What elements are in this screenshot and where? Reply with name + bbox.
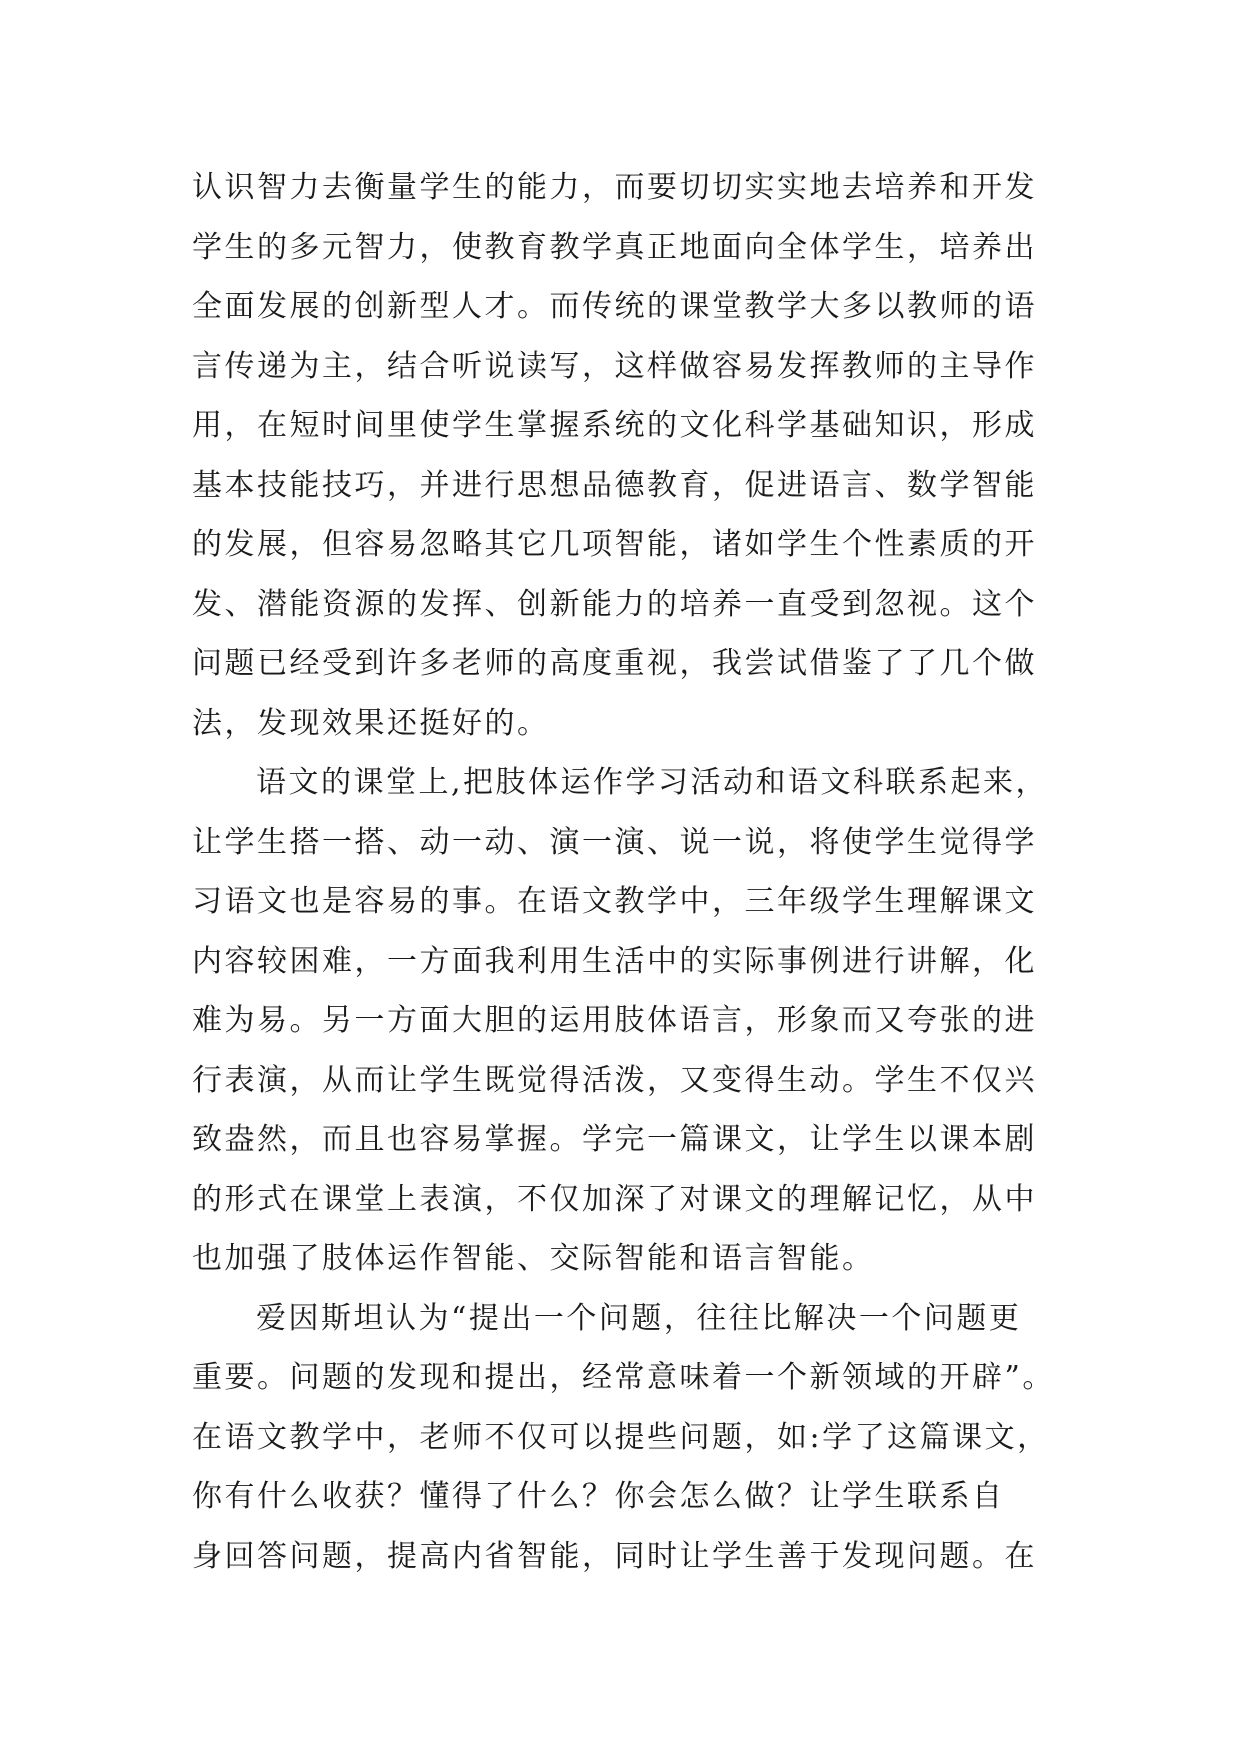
paragraph-3 [192, 1289, 1072, 1587]
text-line: 问题已经受到许多老师的高度重视，我尝试借鉴了了几个做 [192, 646, 1037, 681]
text-line: 基本技能技巧，并进行思想品德教育，促进语言、数学智能 [192, 467, 1037, 503]
text-line: 言传递为主，结合听说读写，这样做容易发挥教师的主导作 [192, 348, 1037, 384]
text-line: 行表演，从而让学生既觉得活泼，又变得生动。学生不仅兴 [192, 1062, 1037, 1098]
text-line: 的形式在课堂上表演，不仅加深了对课文的理解记忆，从中 [192, 1181, 1037, 1217]
text-line: 认识智力去衡量学生的能力，而要切切实实地去培养和开发 [192, 170, 1037, 205]
text-line: 难为易。另一方面大胆的运用肢体语言，形象而又夸张的进 [192, 1003, 1037, 1038]
body-text [192, 158, 1072, 1586]
text-line: 习语文也是容易的事。在语文教学中，三年级学生理解课文 [192, 884, 1037, 919]
text-line-indented: 语文的课堂上,把肢体运作学习活动和语文科联系起来， [256, 765, 1049, 800]
text-line: 学生的多元智力，使教育教学真正地面向全体学生，培养出 [192, 229, 1037, 265]
text-line: 身回答问题，提高内省智能，同时让学生善于发现问题。在 [192, 1538, 1037, 1574]
text-line: 重要。问题的发现和提出，经常意味着一个新领域的开辟”。 [192, 1360, 1055, 1395]
text-line: 让学生搭一搭、动一动、演一演、说一说，将使学生觉得学 [192, 824, 1037, 860]
text-line: 你有什么收获？懂得了什么？你会怎么做？让学生联系自 [192, 1479, 1005, 1514]
text-line: 致盎然，而且也容易掌握。学完一篇课文，让学生以课本剧 [192, 1122, 1037, 1157]
text-line: 在语文教学中，老师不仅可以提些问题，如:学了这篇课文， [192, 1419, 1050, 1455]
paragraph-2 [192, 753, 1072, 1289]
paragraph-1 [192, 158, 1072, 753]
text-line: 内容较困难，一方面我利用生活中的实际事例进行讲解，化 [192, 943, 1037, 979]
text-line: 用，在短时间里使学生掌握系统的文化科学基础知识，形成 [192, 408, 1037, 443]
text-line: 发、潜能资源的发挥、创新能力的培养一直受到忽视。这个 [192, 586, 1037, 622]
text-line: 法，发现效果还挺好的。 [192, 705, 550, 741]
text-line-indented: 爱因斯坦认为“提出一个问题，往往比解决一个问题更 [256, 1300, 1022, 1336]
text-line: 的发展，但容易忽略其它几项智能，诸如学生个性素质的开 [192, 527, 1037, 562]
text-line: 全面发展的创新型人才。而传统的课堂教学大多以教师的语 [192, 289, 1037, 324]
text-line: 也加强了肢体运作智能、交际智能和语言智能。 [192, 1241, 875, 1276]
